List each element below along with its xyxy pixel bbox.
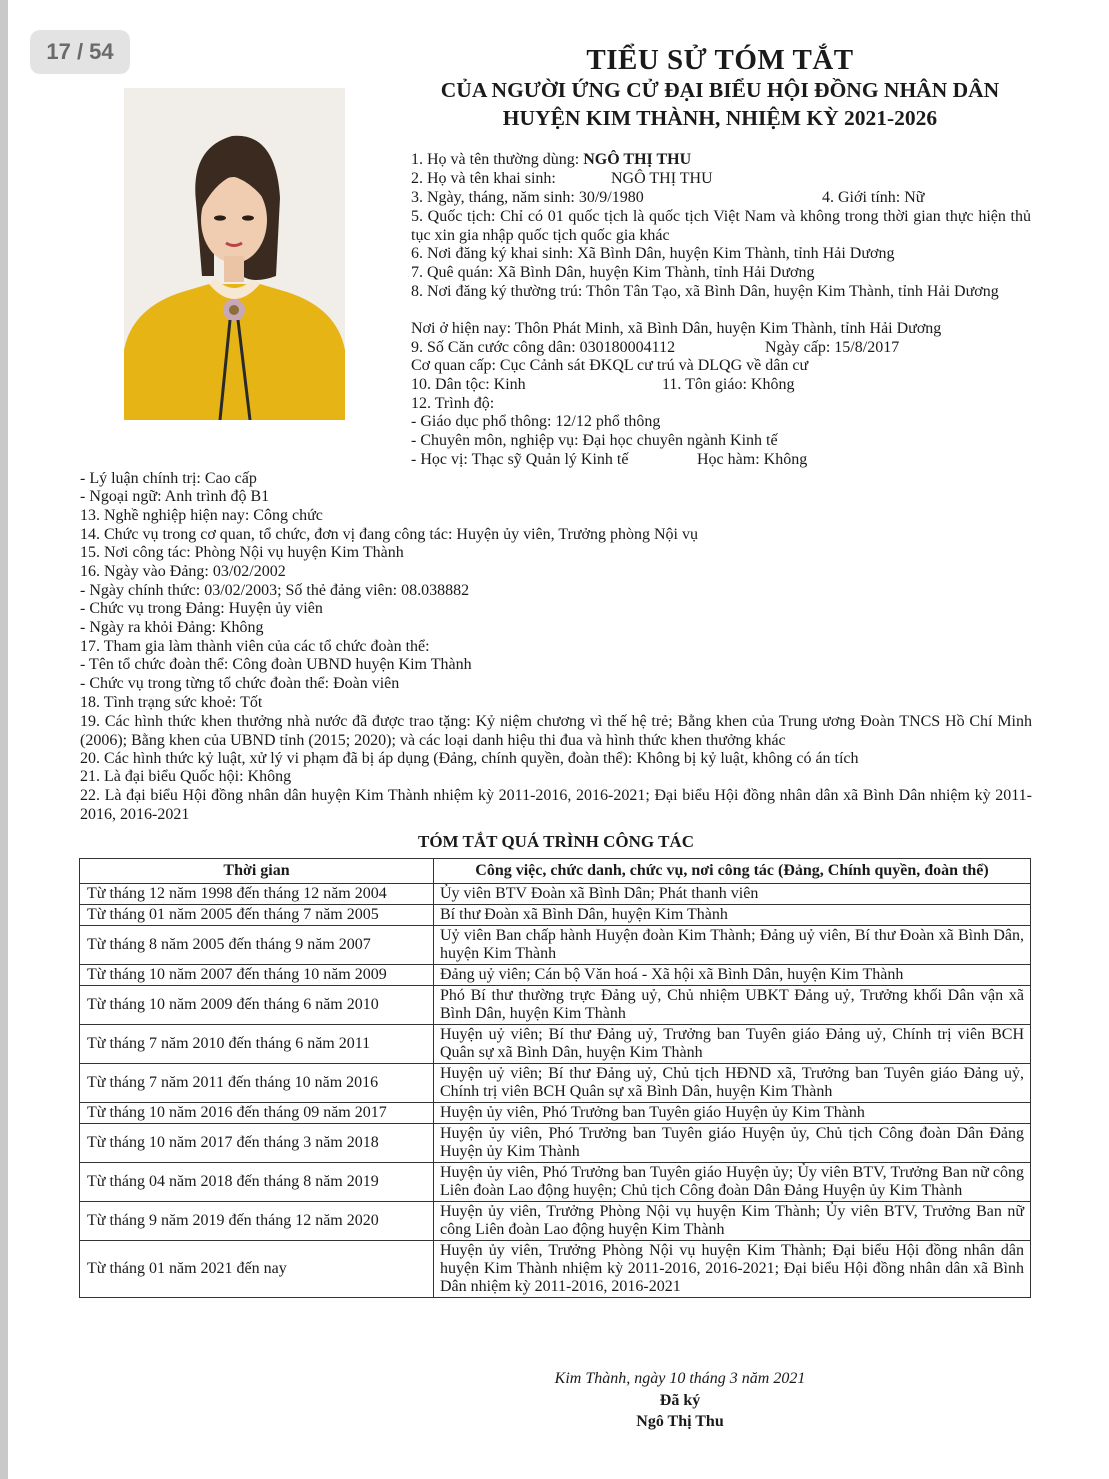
job-cell: Huyện uỷ viên; Bí thư Đảng uỷ, Trưởng ban Tuyên giáo Đảng uỷ, Chính trị viên BCH Quân sự xã Bình Dân, huyện Kim Thành	[434, 1025, 1031, 1064]
info-hometown: 7. Quê quán: Xã Bình Dân, huyện Kim Thành, tỉnh Hải Dương	[411, 264, 815, 281]
info-party-join-date: 16. Ngày vào Đảng: 03/02/2002	[80, 563, 286, 580]
time-cell: Từ tháng 10 năm 2009 đến tháng 6 năm 2010	[80, 986, 434, 1025]
info-party-leave-date: - Ngày ra khỏi Đảng: Không	[80, 619, 264, 636]
info-birth-name-label: 2. Họ và tên khai sinh:	[411, 170, 556, 187]
info-party-official-date: - Ngày chính thức: 03/02/2003; Số thẻ đảng viên: 08.038882	[80, 582, 470, 599]
info-organization-name: - Tên tổ chức đoàn thể: Công đoàn UBND huyện Kim Thành	[80, 656, 472, 673]
info-awards: 19. Các hình thức khen thưởng nhà nước đã được trao tặng: Kỷ niệm chương vì thế hệ trẻ; Bằng khen của Trung ương Đoàn TNCS Hồ Chí Minh (2006); Bằng khen của UBND tỉnh (2015; 2020); và các loại danh hiệu thi đua và hình thức khen thưởng khác	[80, 713, 1032, 749]
info-health: 18. Tình trạng sức khoẻ: Tốt	[80, 694, 263, 711]
info-education-heading: 12. Trình độ:	[411, 395, 495, 412]
job-cell: Huyện ủy viên, Trưởng Phòng Nội vụ huyện Kim Thành; Đại biểu Hội đồng nhân dân huyện Kim Thành nhiệm kỳ 2011-2016, 2016-2021; Đại biểu Hội đồng nhân dân xã Bình Dân nhiệm kỳ 2011-2016, 2016-2021	[434, 1241, 1031, 1298]
info-permanent-residence: 8. Nơi đăng ký thường trú: Thôn Tân Tạo, xã Bình Dân, huyện Kim Thành, tỉnh Hải Dương	[411, 283, 999, 300]
job-cell: Huyện ủy viên, Phó Trưởng ban Tuyên giáo Huyện ủy; Ủy viên BTV, Trưởng Ban nữ công Liên đoàn Lao động huyện; Chủ tịch Công đoàn Dân Đảng Huyện ủy Kim Thành	[434, 1163, 1031, 1202]
info-organization-role: - Chức vụ trong từng tổ chức đoàn thể: Đoàn viên	[80, 675, 400, 692]
candidate-portrait-photo	[124, 88, 345, 420]
info-organizations-heading: 17. Tham gia làm thành viên của các tổ chức đoàn thể:	[80, 638, 430, 655]
info-id-issue-date: Ngày cấp: 15/8/2017	[765, 339, 900, 356]
table-row	[80, 1025, 1031, 1064]
document-subtitle-term: HUYỆN KIM THÀNH, NHIỆM KỲ 2021-2026	[502, 106, 938, 130]
info-discipline: 20. Các hình thức kỷ luật, xử lý vi phạm đã bị áp dụng (Đảng, chính quyền, đoàn thể): Không bị kỷ luật, không có án tích	[80, 750, 859, 767]
table-row	[80, 1202, 1031, 1241]
table-row	[80, 884, 1031, 905]
time-cell: Từ tháng 01 năm 2005 đến tháng 7 năm 2005	[80, 905, 434, 926]
info-degree: - Học vị: Thạc sỹ Quản lý Kinh tế	[411, 451, 629, 468]
info-occupation: 13. Nghề nghiệp hiện nay: Công chức	[80, 507, 323, 524]
table-row	[80, 1103, 1031, 1124]
time-cell: Từ tháng 10 năm 2017 đến tháng 3 năm 2018	[80, 1124, 434, 1163]
signature-status: Đã ký	[659, 1392, 701, 1409]
table-row	[80, 965, 1031, 986]
time-cell: Từ tháng 12 năm 1998 đến tháng 12 năm 2004	[80, 884, 434, 905]
info-religion: 11. Tôn giáo: Không	[662, 376, 795, 393]
time-cell: Từ tháng 8 năm 2005 đến tháng 9 năm 2007	[80, 926, 434, 965]
info-birth-date: 3. Ngày, tháng, năm sinh: 30/9/1980	[411, 189, 644, 206]
document-subtitle: CỦA NGƯỜI ỨNG CỬ ĐẠI BIỂU HỘI ĐỒNG NHÂN DÂN	[440, 78, 1000, 102]
table-row	[80, 1124, 1031, 1163]
table-row	[80, 1163, 1031, 1202]
info-workplace: 15. Nơi công tác: Phòng Nội vụ huyện Kim Thành	[80, 544, 404, 561]
signature-name: Ngô Thị Thu	[636, 1413, 724, 1430]
table-header-row	[80, 859, 1031, 884]
job-cell: Phó Bí thư thường trực Đảng uỷ, Chủ nhiệm UBKT Đảng uỷ, Trưởng khối Dân vận xã Bình Dân, huyện Kim Thành	[434, 986, 1031, 1025]
info-id-issuer: Cơ quan cấp: Cục Cảnh sát ĐKQL cư trú và DLQG về dân cư	[411, 357, 809, 374]
job-cell: Huyện ủy viên, Phó Trưởng ban Tuyên giáo Huyện ủy Kim Thành	[434, 1103, 1031, 1124]
table-row	[80, 1241, 1031, 1298]
info-birth-registration: 6. Nơi đăng ký khai sinh: Xã Bình Dân, huyện Kim Thành, tỉnh Hải Dương	[411, 245, 895, 262]
info-foreign-language: - Ngoại ngữ: Anh trình độ B1	[80, 488, 270, 505]
time-cell: Từ tháng 10 năm 2007 đến tháng 10 năm 2009	[80, 965, 434, 986]
info-birth-name-value: NGÔ THỊ THU	[611, 170, 713, 187]
job-cell: Bí thư Đoàn xã Bình Dân, huyện Kim Thành	[434, 905, 1031, 926]
job-cell: Huyện uỷ viên; Bí thư Đảng uỷ, Chủ tịch HĐND xã, Trưởng ban Tuyên giáo Đảng uỷ, Chính trị viên BCH Quân sự xã Bình Dân, huyện Kim Thành	[434, 1064, 1031, 1103]
info-gender: 4. Giới tính: Nữ	[822, 189, 925, 206]
work-history-title: TÓM TẮT QUÁ TRÌNH CÔNG TÁC	[418, 832, 694, 851]
info-academic-title: Học hàm: Không	[697, 451, 808, 468]
info-nationality: 5. Quốc tịch: Chỉ có 01 quốc tịch là quốc tịch Việt Nam và không trong thời gian thực hiện thủ tục xin gia nhập quốc tịch quốc gia khác	[411, 208, 1031, 244]
time-cell: Từ tháng 9 năm 2019 đến tháng 12 năm 2020	[80, 1202, 434, 1241]
info-specialization: - Chuyên môn, nghiệp vụ: Đại học chuyên ngành Kinh tế	[411, 432, 778, 449]
time-cell: Từ tháng 10 năm 2016 đến tháng 09 năm 2017	[80, 1103, 434, 1124]
info-current-residence: Nơi ở hiện nay: Thôn Phát Minh, xã Bình Dân, huyện Kim Thành, tỉnh Hải Dương	[411, 320, 942, 337]
table-row	[80, 1064, 1031, 1103]
table-row	[80, 926, 1031, 965]
info-party-position: - Chức vụ trong Đảng: Huyện ủy viên	[80, 600, 323, 617]
info-common-name: 1. Họ và tên thường dùng: NGÔ THỊ THU	[411, 151, 692, 168]
page-number-badge: 17 / 54	[30, 30, 130, 74]
info-position: 14. Chức vụ trong cơ quan, tổ chức, đơn vị đang công tác: Huyện ủy viên, Trưởng phòng Nội vụ	[80, 526, 698, 543]
time-cell: Từ tháng 7 năm 2011 đến tháng 10 năm 2016	[80, 1064, 434, 1103]
signature-place-date: Kim Thành, ngày 10 tháng 3 năm 2021	[554, 1370, 806, 1387]
time-cell: Từ tháng 7 năm 2010 đến tháng 6 năm 2011	[80, 1025, 434, 1064]
time-cell: Từ tháng 01 năm 2021 đến nay	[80, 1241, 434, 1298]
info-ethnicity: 10. Dân tộc: Kinh	[411, 376, 526, 393]
job-cell: Uỷ viên Ban chấp hành Huyện đoàn Kim Thành; Đảng uỷ viên, Bí thư Đoàn xã Bình Dân, huyện Kim Thành	[434, 926, 1031, 965]
info-political-theory: - Lý luận chính trị: Cao cấp	[80, 470, 257, 487]
work-history-table	[79, 858, 1031, 1298]
page-border	[0, 0, 8, 1479]
job-cell: Đảng uỷ viên; Cán bộ Văn hoá - Xã hội xã Bình Dân, huyện Kim Thành	[434, 965, 1031, 986]
info-id-card: 9. Số Căn cước công dân: 030180004112	[411, 339, 676, 356]
job-cell: Huyện ủy viên, Trưởng Phòng Nội vụ huyện Kim Thành; Ủy viên BTV, Trưởng Ban nữ công Liên đoàn Lao động huyện Kim Thành	[434, 1202, 1031, 1241]
column-header-job: Công việc, chức danh, chức vụ, nơi công tác (Đảng, Chính quyền, đoàn thể)	[434, 859, 1031, 884]
column-header-time: Thời gian	[80, 859, 434, 884]
document-title: TIỂU SỬ TÓM TẮT	[586, 44, 854, 76]
table-row	[80, 905, 1031, 926]
info-general-education: - Giáo dục phổ thông: 12/12 phổ thông	[411, 413, 661, 430]
job-cell: Ủy viên BTV Đoàn xã Bình Dân; Phát thanh viên	[434, 884, 1031, 905]
job-cell: Huyện ủy viên, Phó Trưởng ban Tuyên giáo Huyện ủy, Chủ tịch Công đoàn Dân Đảng Huyện ủy Kim Thành	[434, 1124, 1031, 1163]
table-row	[80, 986, 1031, 1025]
portrait-illustration	[124, 88, 345, 420]
time-cell: Từ tháng 04 năm 2018 đến tháng 8 năm 2019	[80, 1163, 434, 1202]
info-national-assembly: 21. Là đại biểu Quốc hội: Không	[80, 768, 292, 785]
info-council-terms: 22. Là đại biểu Hội đồng nhân dân huyện Kim Thành nhiệm kỳ 2011-2016, 2016-2021; Đại biểu Hội đồng nhân dân xã Bình Dân nhiệm kỳ 2011-2016, 2016-2021	[80, 787, 1032, 823]
